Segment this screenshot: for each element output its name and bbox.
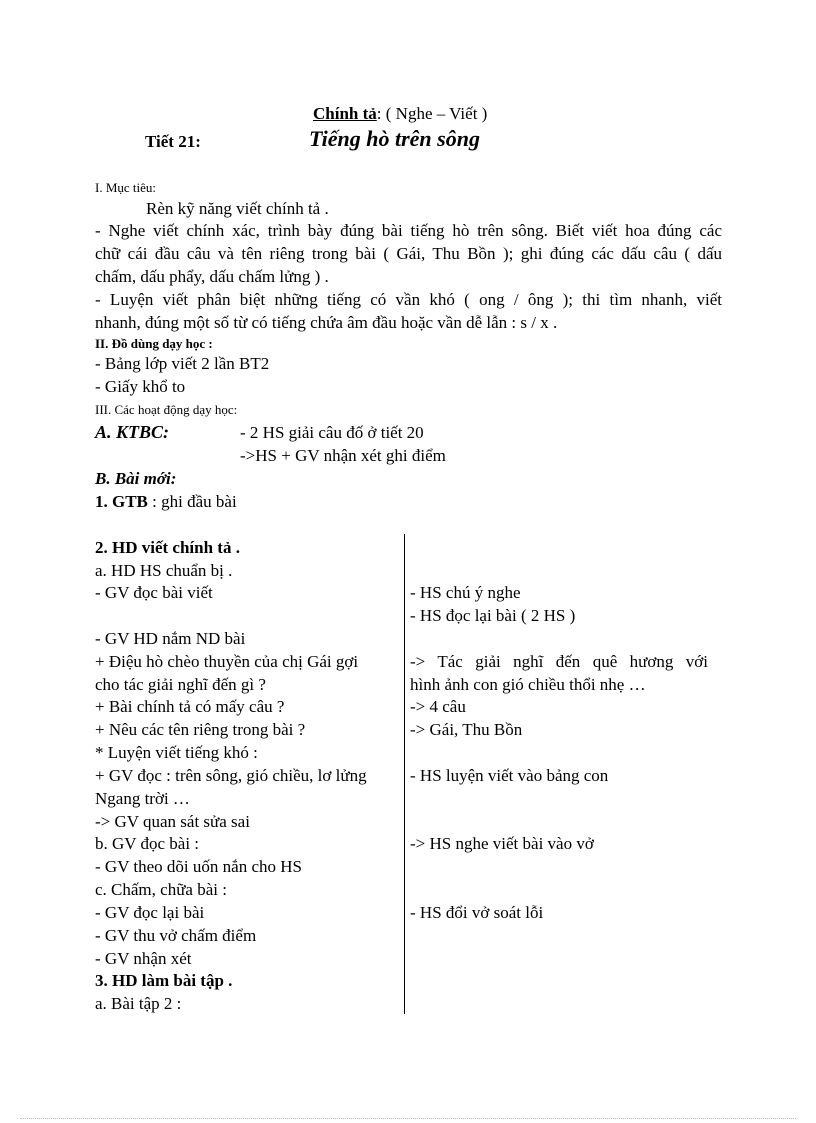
left-line-8: * Luyện viết tiếng khó :	[95, 743, 258, 762]
right-line-7: - HS luyện viết vào bảng con	[410, 766, 609, 785]
left-line-12: b. GV đọc bài :	[95, 834, 200, 853]
step3-heading: 3. HD làm bài tập .	[95, 971, 233, 990]
subject-heading	[313, 104, 487, 124]
left-line-6: + Bài chính tả có mấy câu ?	[95, 697, 285, 716]
right-line-2: - HS đọc lại bài ( 2 HS )	[410, 606, 576, 625]
objective-para1-line1: - Nghe viết chính xác, trình bày đúng bài tiếng hò trên sông. Biết viết hoa đúng các	[95, 221, 722, 240]
lesson-title: Tiếng hò trên sông	[309, 126, 480, 151]
ktbc-line-1: - 2 HS giải câu đố ở tiết 20	[240, 423, 424, 442]
subject-mode: : ( Nghe – Viết )	[376, 104, 488, 123]
left-line-18: a. Bài tập 2 :	[95, 994, 182, 1013]
section-objectives-heading: I. Mục tiêu:	[95, 180, 157, 195]
right-line-3: -> Tác giải nghĩ đến quê hương với	[410, 652, 708, 671]
left-line-15: - GV đọc lại bài	[95, 903, 205, 922]
page-bottom-border	[20, 1118, 796, 1119]
materials-item-1: - Bảng lớp viết 2 lần BT2	[95, 354, 270, 373]
column-divider	[404, 534, 405, 1014]
left-line-4: + Điệu hò chèo thuyền của chị Gái gợi	[95, 652, 359, 671]
left-line-3: - GV HD nắm ND bài	[95, 629, 246, 648]
gtb-line	[95, 492, 237, 512]
right-line-1: - HS chú ý nghe	[410, 583, 521, 602]
left-line-16: - GV thu vở chấm điểm	[95, 926, 257, 945]
objective-para2-line1: - Luyện viết phân biệt những tiếng có vần khó ( ong / ông ); thi tìm nhanh, viết	[95, 290, 722, 309]
left-line-11: -> GV quan sát sửa sai	[95, 812, 250, 831]
left-line-10: Ngang trời …	[95, 789, 190, 808]
right-line-8: -> HS nghe viết bài vào vở	[410, 834, 594, 853]
ktbc-line-2: ->HS + GV nhận xét ghi điểm	[240, 446, 446, 465]
ktbc-label: A. KTBC:	[95, 422, 170, 442]
section-activities-heading: III. Các hoạt động dạy học:	[95, 402, 238, 417]
subject-label: Chính tả	[313, 104, 377, 123]
left-line-2: - GV đọc bài viết	[95, 583, 213, 602]
new-lesson-label: B. Bài mới:	[95, 469, 177, 488]
section-materials-heading: II. Đồ dùng dạy học :	[95, 336, 213, 351]
left-line-14: c. Chấm, chữa bài :	[95, 880, 227, 899]
period-label: Tiết 21:	[145, 132, 201, 151]
right-line-9: - HS đổi vở soát lỗi	[410, 903, 544, 922]
left-line-9: + GV đọc : trên sông, gió chiều, lơ lửng	[95, 766, 367, 785]
left-line-17: - GV nhận xét	[95, 949, 192, 968]
left-line-1: a. HD HS chuẩn bị .	[95, 561, 233, 580]
right-line-5: -> 4 câu	[410, 697, 466, 716]
right-line-4: hình ảnh con gió chiều thổi nhẹ …	[410, 675, 646, 694]
objective-para1-line2: chữ cái đầu câu và tên riêng trong bài ( Gái, Thu Bồn ); ghi đúng các dấu câu ( dấu	[95, 244, 722, 263]
left-line-5: cho tác giải nghĩ đến gì ?	[95, 675, 266, 694]
objective-intro: Rèn kỹ năng viết chính tả .	[146, 199, 329, 218]
materials-item-2: - Giấy khổ to	[95, 377, 186, 396]
gtb-label: 1. GTB	[95, 492, 148, 511]
step2-heading: 2. HD viết chính tả .	[95, 538, 240, 557]
objective-para2-line2: nhanh, đúng một số từ có tiếng chứa âm đầu hoặc vần dễ lẫn : s / x .	[95, 313, 558, 332]
left-line-13: - GV theo dõi uốn nắn cho HS	[95, 857, 302, 876]
objective-para1-line3: chấm, dấu phẩy, dấu chấm lửng ) .	[95, 267, 329, 286]
left-line-7: + Nêu các tên riêng trong bài ?	[95, 720, 306, 739]
gtb-text: : ghi đầu bài	[152, 492, 237, 511]
right-line-6: -> Gái, Thu Bồn	[410, 720, 523, 739]
